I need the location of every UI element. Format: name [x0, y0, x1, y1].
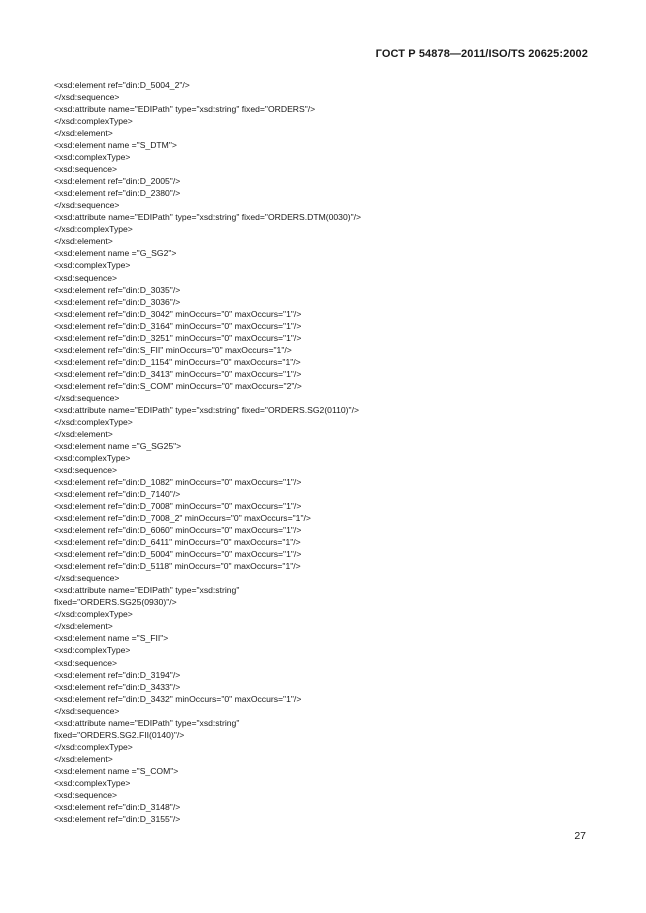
code-line: <xsd:element ref="din:D_3164" minOccurs="0" maxOccurs="1"/>: [54, 320, 302, 331]
code-line: <xsd:element ref="din:D_6411" minOccurs="0" maxOccurs="1"/>: [54, 537, 301, 548]
code-line: <xsd:element ref="din:D_7008" minOccurs="0" maxOccurs="1"/>: [54, 501, 302, 512]
code-line: <xsd:attribute name="EDIPath" type="xsd:string": [54, 585, 240, 596]
document-header: ГОСТ Р 54878—2011/ISO/TS 20625:2002: [375, 48, 588, 60]
code-line: </xsd:sequence>: [54, 92, 120, 103]
code-line: <xsd:element ref="din:D_7140"/>: [54, 489, 181, 500]
code-line: <xsd:element ref="din:D_3413" minOccurs="0" maxOccurs="1"/>: [54, 368, 302, 379]
code-line: <xsd:element ref="din:D_3433"/>: [54, 681, 181, 692]
code-line: </xsd:complexType>: [54, 741, 133, 752]
code-line: <xsd:sequence>: [54, 657, 118, 668]
code-line: <xsd:element ref="din:D_5004" minOccurs="0" maxOccurs="1"/>: [54, 549, 302, 560]
code-line: <xsd:attribute name="EDIPath" type="xsd:string" fixed="ORDERS.DTM(0030)"/>: [54, 212, 362, 223]
xsd-code-block: [54, 79, 594, 825]
code-line: <xsd:complexType>: [54, 152, 131, 163]
code-line: <xsd:element name ="S_COM">: [54, 765, 179, 776]
code-line: </xsd:complexType>: [54, 224, 133, 235]
code-line: </xsd:complexType>: [54, 116, 133, 127]
code-line: </xsd:sequence>: [54, 573, 120, 584]
code-line: <xsd:attribute name="EDIPath" type="xsd:string" fixed="ORDERS.SG2(0110)"/>: [54, 404, 359, 415]
code-line: <xsd:element ref="din:D_2005"/>: [54, 176, 181, 187]
code-line: </xsd:element>: [54, 428, 113, 439]
code-line: </xsd:element>: [54, 128, 113, 139]
code-line: <xsd:element ref="din:D_7008_2" minOccurs="0" maxOccurs="1"/>: [54, 513, 311, 524]
code-line: <xsd:complexType>: [54, 452, 131, 463]
code-line: <xsd:element ref="din:S_COM" minOccurs="0" maxOccurs="2"/>: [54, 380, 302, 391]
code-line: </xsd:complexType>: [54, 609, 133, 620]
code-line: <xsd:element name ="S_DTM">: [54, 140, 177, 151]
code-line: <xsd:complexType>: [54, 777, 131, 788]
code-line: <xsd:sequence>: [54, 164, 118, 175]
code-line: <xsd:element ref="din:D_1154" minOccurs="0" maxOccurs="1"/>: [54, 356, 301, 367]
code-line: <xsd:element name ="G_SG25">: [54, 440, 182, 451]
code-line: <xsd:element ref="din:D_3155"/>: [54, 813, 181, 824]
code-line: <xsd:element ref="din:D_5004_2"/>: [54, 80, 190, 90]
code-line: <xsd:element name ="G_SG2">: [54, 248, 177, 259]
code-line: </xsd:element>: [54, 621, 113, 632]
code-line: </xsd:sequence>: [54, 392, 120, 403]
code-line: fixed="ORDERS.SG25(0930)"/>: [54, 597, 177, 608]
code-line: </xsd:sequence>: [54, 200, 120, 211]
code-line: </xsd:sequence>: [54, 705, 120, 716]
code-line: </xsd:element>: [54, 753, 113, 764]
code-line: <xsd:element ref="din:D_3036"/>: [54, 296, 181, 307]
code-line: <xsd:sequence>: [54, 272, 118, 283]
code-line: <xsd:element ref="din:D_3042" minOccurs="0" maxOccurs="1"/>: [54, 308, 302, 319]
code-line: <xsd:element ref="din:D_2380"/>: [54, 188, 181, 199]
code-line: <xsd:element ref="din:D_3194"/>: [54, 669, 181, 680]
code-line: <xsd:element ref="din:D_3148"/>: [54, 801, 181, 812]
code-line: </xsd:complexType>: [54, 416, 133, 427]
code-line: <xsd:attribute name="EDIPath" type="xsd:string": [54, 717, 240, 728]
page-number: 27: [574, 830, 586, 842]
code-line: <xsd:element ref="din:D_3035"/>: [54, 284, 181, 295]
code-line: <xsd:attribute name="EDIPath" type="xsd:string" fixed="ORDERS"/>: [54, 104, 316, 115]
code-line: <xsd:element name ="S_FII">: [54, 633, 169, 644]
code-line: <xsd:sequence>: [54, 789, 118, 800]
code-line: fixed="ORDERS.SG2.FII(0140)"/>: [54, 729, 185, 740]
code-line: <xsd:complexType>: [54, 260, 131, 271]
code-line: <xsd:element ref="din:S_FII" minOccurs="0" maxOccurs="1"/>: [54, 344, 292, 355]
code-line: <xsd:element ref="din:D_3432" minOccurs="0" maxOccurs="1"/>: [54, 693, 302, 704]
code-line: <xsd:element ref="din:D_5118" minOccurs="0" maxOccurs="1"/>: [54, 561, 301, 572]
code-line: <xsd:element ref="din:D_3251" minOccurs="0" maxOccurs="1"/>: [54, 332, 302, 343]
code-line: <xsd:complexType>: [54, 645, 131, 656]
code-line: <xsd:element ref="din:D_6060" minOccurs="0" maxOccurs="1"/>: [54, 525, 302, 536]
code-line: <xsd:sequence>: [54, 465, 118, 475]
code-line: </xsd:element>: [54, 236, 113, 247]
code-line: <xsd:element ref="din:D_1082" minOccurs="0" maxOccurs="1"/>: [54, 477, 302, 488]
